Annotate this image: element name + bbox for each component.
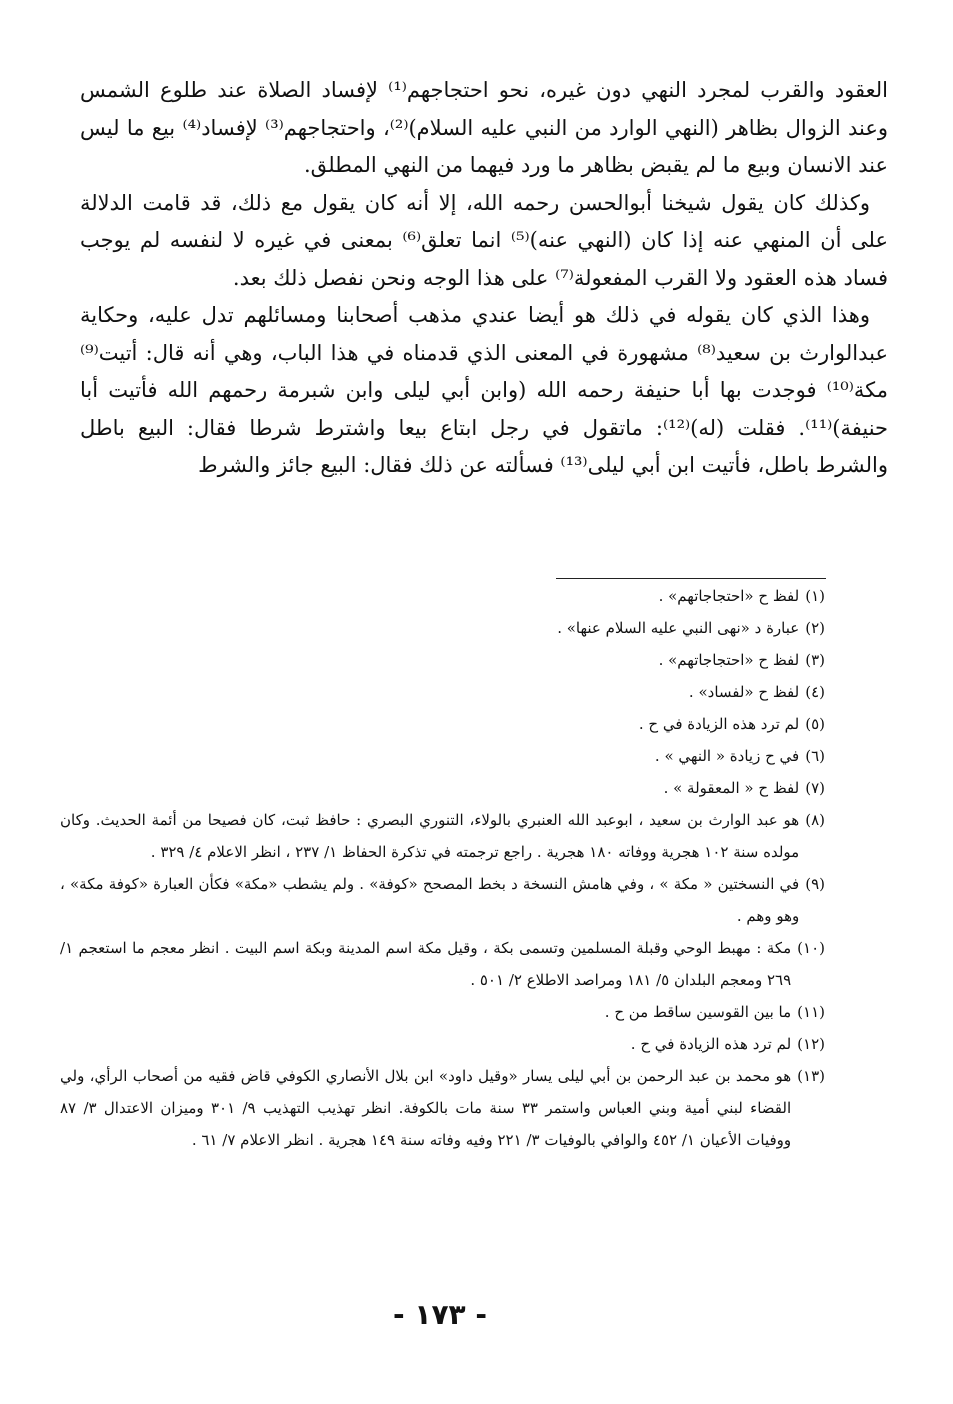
footnote-text: لفظ ح «لفساد» . xyxy=(688,683,800,701)
footnote-4 xyxy=(60,676,825,708)
footnote-number: (٦) xyxy=(805,747,825,765)
main-text xyxy=(80,72,888,485)
footnote-7 xyxy=(60,772,825,804)
footnote-text: لفظ ح «احتجاجاتهم» . xyxy=(658,651,800,669)
footnote-text: لفظ ح «احتجاجاتهم» . xyxy=(658,587,800,605)
footnote-number: (٤) xyxy=(805,683,825,701)
footnote-2 xyxy=(60,612,825,644)
footnote-text: لم ترد هذه الزيادة في ح . xyxy=(630,1035,792,1053)
footnote-number: (٨) xyxy=(805,811,825,829)
footnote-3 xyxy=(60,644,825,676)
footnote-separator xyxy=(556,578,826,579)
footnote-text: في ح زيادة « النهي » . xyxy=(654,747,800,765)
footnote-text: عبارة د «نهى النبي عليه السلام عنها» . xyxy=(557,619,800,637)
footnote-number: (١٠) xyxy=(797,939,825,957)
footnote-text: هو عبد الوارث بن سعيد ، ابوعبد الله العنبري بالولاء، التنوري البصري : حافظ ثبت، كان فصيحا من أئمة الحديث. وكان مولده سنة ١٠٢ هجرية ووفاته ١٨٠ هجرية . راجع ترجمته في تذكرة الحفاظ ١/ ٢٣٧ ، انظر الاعلام ٤/ ٣٢٩ . xyxy=(60,811,800,861)
footnote-number: (١) xyxy=(805,587,825,605)
footnote-8 xyxy=(60,804,825,868)
footnote-5 xyxy=(60,708,825,740)
paragraph-2: وكذلك كان يقول شيخنا أبوالحسن رحمه الله، إلا أنه كان يقول مع ذلك، قد قامت الدلالة على أن المنهي عنه إذا كان (النهي عنه)⁽⁵⁾ انما تعلق⁽⁶⁾ بمعنى في غيره لا لنفسه لم يوجب فساد هذه العقود ولا القرب المفعولة⁽⁷⁾ على هذا الوجه ونحن نفصل ذلك بعد. xyxy=(80,190,889,290)
footnote-number: (٩) xyxy=(805,875,825,893)
footnote-number: (٣) xyxy=(805,651,825,669)
paragraph-3: وهذا الذي كان يقوله في ذلك هو أيضا عندي مذهب أصحابنا ومسائلهم تدل عليه، وحكاية عبدالوارث بن سعيد⁽⁸⁾ مشهورة في المعنى الذي قدمناه في هذا الباب، وهي أنه قال: أتيت⁽⁹⁾ مكة⁽¹⁰⁾ فوجدت بها أبا حنيفة رحمه الله (وابن أبي ليلى وابن شبرمة رحمهم الله فأتيت أبا حنيفة)⁽¹¹⁾. فقلت (له)⁽¹²⁾: ماتقول في رجل ابتاع بيعا واشترط شرطا فقال: البيع باطل والشرط باطل، فأتيت ابن أبي ليلى⁽¹³⁾ فسألته عن ذلك فقال: البيع جائز والشرط xyxy=(80,303,889,477)
footnote-text: هو محمد بن عبد الرحمن بن أبي ليلى يسار «وقيل داود» ابن بلال الأنصاري الكوفي قاض فقيه من أصحاب الرأي، ولي القضاء لبني أمية وبني العباس واستمر ٣٣ سنة مات بالكوفة. انظر تهذيب التهذيب ٩/ ٣٠١ وميزان الاعتدال ٣/ ٨٧ ووفيات الأعيان ١/ ٤٥٢ والوافي بالوفيات ٣/ ٢٢١ وفيه وفاته سنة ١٤٩ هجرية . انظر الاعلام ٧/ ٦١ . xyxy=(60,1067,792,1149)
footnote-text: لفظ ح « المعقولة » . xyxy=(663,779,800,797)
footnote-text: مكة : مهبط الوحي وقبلة المسلمين وتسمى بكة ، وقيل مكة اسم المدينة وبكة اسم البيت . انظر معجم ما استعجم ١/ ٢٦٩ ومعجم البلدان ٥/ ١٨١ ومراصد الاطلاع ٢/ ٥٠١ . xyxy=(60,939,792,989)
footnote-number: (٥) xyxy=(805,715,825,733)
footnote-number: (١٢) xyxy=(797,1035,825,1053)
footnote-11 xyxy=(60,996,825,1028)
footnote-number: (٧) xyxy=(805,779,825,797)
footnote-text: لم ترد هذه الزيادة في ح . xyxy=(638,715,800,733)
footnote-number: (١١) xyxy=(797,1003,825,1021)
footnotes xyxy=(60,580,825,1156)
footnote-12 xyxy=(60,1028,825,1060)
footnote-13 xyxy=(60,1060,825,1156)
paragraph-1: العقود والقرب لمجرد النهي دون غيره، نحو احتجاجهم⁽¹⁾ لإفساد الصلاة عند طلوع الشمس وعند الزوال بظاهر (النهي الوارد من النبي عليه السلام)⁽²⁾، واحتجاجهم⁽³⁾ لإفساد⁽⁴⁾ بيع ما ليس عند الانسان وبيع ما لم يقبض بظاهر ما ورد فيهما من النهي المطلق. xyxy=(80,78,889,177)
page-number: - ١٧٣ - xyxy=(392,1298,488,1331)
footnote-6 xyxy=(60,740,825,772)
footnote-text: في النسختين « مكة » ، وفي هامش النسخة د بخط المصحح «كوفة» . ولم يشطب «مكة» فكأن العبارة «كوفة مكة» ، وهو وهم . xyxy=(60,875,800,925)
footnote-9 xyxy=(60,868,825,932)
footnote-number: (١٣) xyxy=(797,1067,825,1085)
footnote-number: (٢) xyxy=(805,619,825,637)
footnote-text: ما بين القوسين ساقط من ح . xyxy=(604,1003,792,1021)
footnote-1 xyxy=(60,580,825,612)
footnote-10 xyxy=(60,932,825,996)
